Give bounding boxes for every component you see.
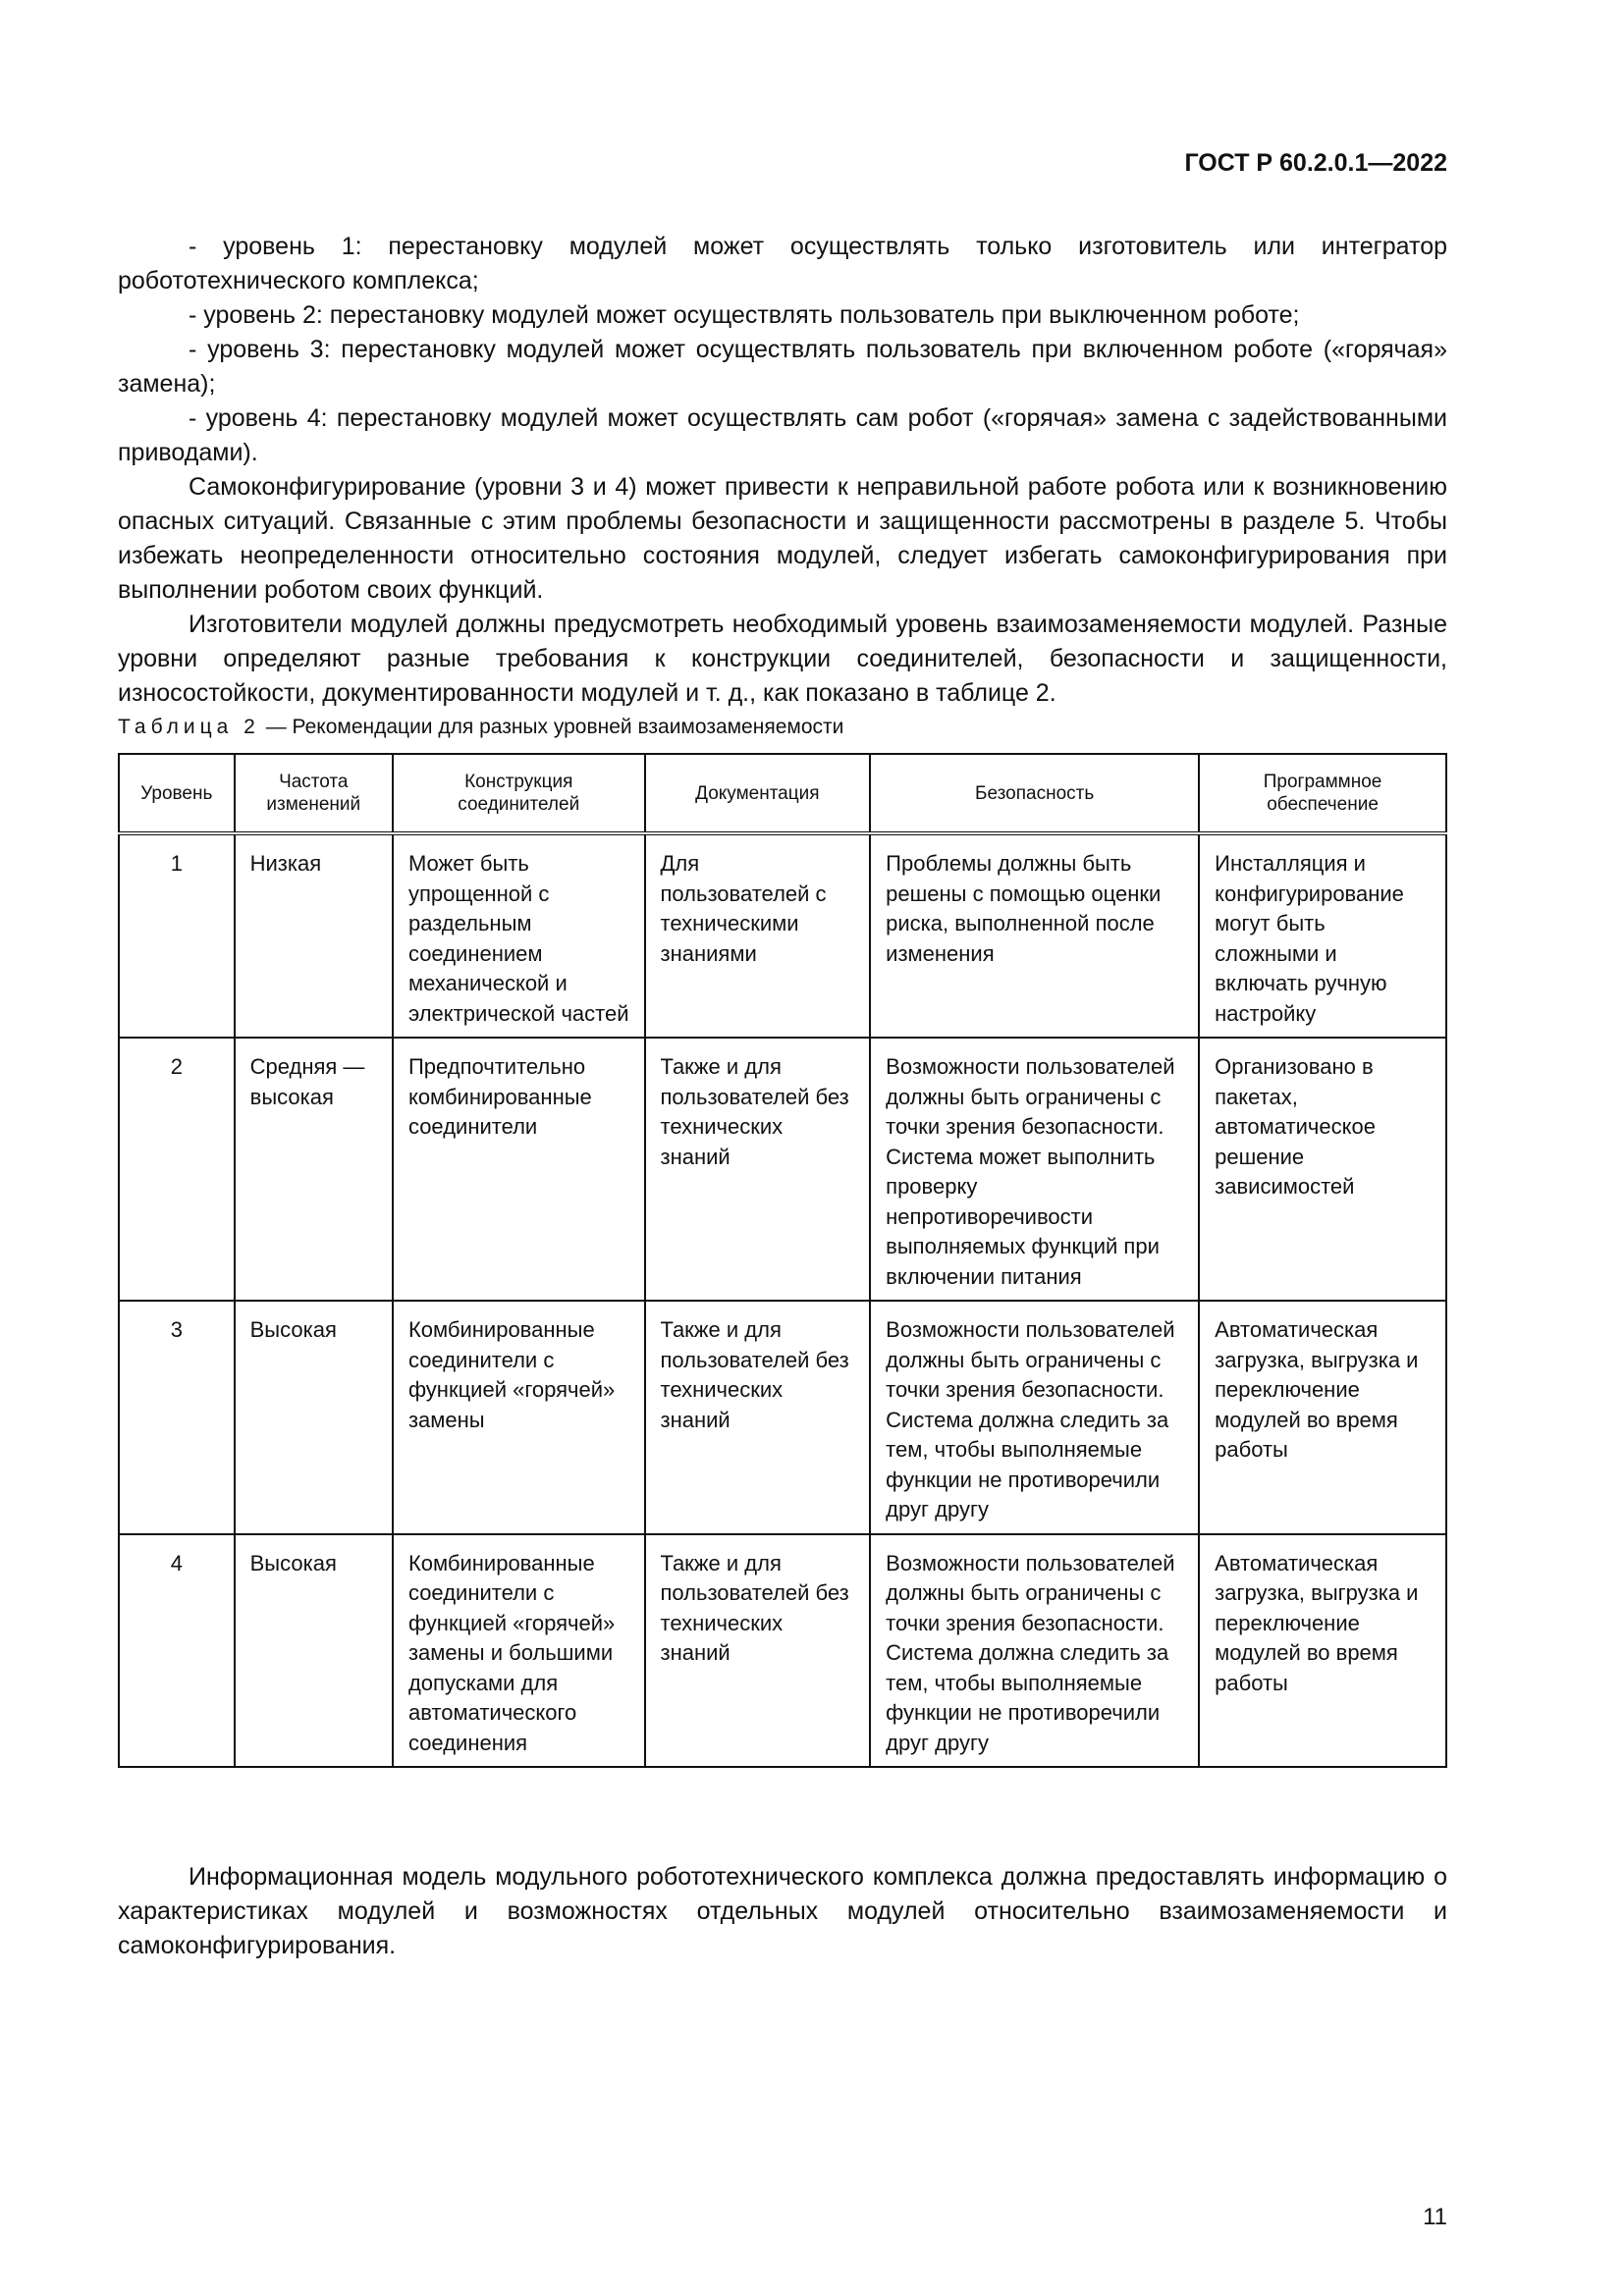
cell-level: 1 (119, 833, 235, 1038)
cell-safety: Проблемы должны быть решены с помощью оценки риска, выполненной после изменения (870, 833, 1199, 1038)
cell-documentation: Также и для пользователей без технических знаний (645, 1038, 871, 1301)
cell-level: 3 (119, 1301, 235, 1534)
cell-frequency: Высокая (235, 1534, 393, 1768)
table-row (119, 1301, 1446, 1534)
document-standard-number: ГОСТ Р 60.2.0.1—2022 (1184, 149, 1447, 177)
outro-text (118, 1860, 1447, 1963)
cell-documentation: Также и для пользователей без технических знаний (645, 1301, 871, 1534)
cell-connector-design: Предпочтительно комбинированные соединители (393, 1038, 645, 1301)
table-row (119, 1038, 1446, 1301)
cell-safety: Возможности пользователей должны быть ограничены с точки зрения безопасности. Система может выполнить проверку непротиворечивости выполняемых функций при включении питания (870, 1038, 1199, 1301)
page-number: 11 (1423, 2204, 1447, 2230)
cell-connector-design: Комбинированные соединители с функцией «горячей» замены и большими допусками для автоматического соединения (393, 1534, 645, 1768)
cell-safety: Возможности пользователей должны быть ограничены с точки зрения безопасности. Система должна следить за тем, чтобы выполняемые функции не противоречили друг другу (870, 1534, 1199, 1768)
cell-safety: Возможности пользователей должны быть ограничены с точки зрения безопасности. Система должна следить за тем, чтобы выполняемые функции не противоречили друг другу (870, 1301, 1199, 1534)
header-documentation: Документация (645, 754, 871, 833)
table-header-row (119, 754, 1446, 833)
information-model-paragraph: Информационная модель модульного робототехнического комплекса должна предоставлять информацию о характеристиках модулей и возможностях отдельных модулей относительно взаимозаменяемости и самоконфигурирования. (118, 1863, 1447, 1959)
cell-level: 4 (119, 1534, 235, 1768)
cell-documentation: Для пользователей с техническими знаниями (645, 833, 871, 1038)
header-software: Программное обеспечение (1199, 754, 1446, 833)
table-row (119, 833, 1446, 1038)
header-connector-design: Конструкция соединителей (393, 754, 645, 833)
cell-software: Организовано в пакетах, автоматическое решение зависимостей (1199, 1038, 1446, 1301)
header-frequency: Частота изменений (235, 754, 393, 833)
header-safety: Безопасность (870, 754, 1199, 833)
cell-frequency: Высокая (235, 1301, 393, 1534)
self-configuration-paragraph: Самоконфигурирование (уровни 3 и 4) может привести к неправильной работе робота или к возникновению опасных ситуаций. Связанные с этим проблемы безопасности и защищенности рассмотрены в разделе 5. Чтобы избежать неопределенности относительно состояния модулей, следует избегать самоконфигурирования при выполнении роботом своих функций. (118, 473, 1447, 604)
manufacturers-paragraph: Изготовители модулей должны предусмотреть необходимый уровень взаимозаменяемости модулей. Разные уровни определяют разные требования к конструкции соединителей, безопасности и защищенности, износостойкости, документированности модулей и т. д., как показано в таблице 2. (118, 611, 1447, 707)
cell-software: Автоматическая загрузка, выгрузка и переключение модулей во время работы (1199, 1534, 1446, 1768)
cell-connector-design: Может быть упрощенной с раздельным соединением механической и электрической частей (393, 833, 645, 1038)
level-2-item: - уровень 2: перестановку модулей может осуществлять пользователь при выключенном роботе; (189, 301, 1300, 329)
cell-frequency: Низкая (235, 833, 393, 1038)
table-row (119, 1534, 1446, 1768)
table-caption (118, 716, 843, 739)
cell-level: 2 (119, 1038, 235, 1301)
header-level: Уровень (119, 754, 235, 833)
cell-frequency: Средняя — высокая (235, 1038, 393, 1301)
interchangeability-table (118, 753, 1447, 1768)
table-caption-title: — Рекомендации для разных уровней взаимозаменяемости (259, 716, 844, 738)
cell-software: Инсталляция и конфигурирование могут быть сложными и включать ручную настройку (1199, 833, 1446, 1038)
level-3-item: - уровень 3: перестановку модулей может осуществлять пользователь при включенном роботе («горячая» замена); (118, 336, 1447, 398)
level-1-item: - уровень 1: перестановку модулей может осуществлять только изготовитель или интегратор робототехнического комплекса; (118, 233, 1447, 294)
table-caption-label: Таблица 2 (118, 716, 260, 738)
cell-documentation: Также и для пользователей без технических знаний (645, 1534, 871, 1768)
cell-connector-design: Комбинированные соединители с функцией «горячей» замены (393, 1301, 645, 1534)
intro-text (118, 230, 1447, 711)
cell-software: Автоматическая загрузка, выгрузка и переключение модулей во время работы (1199, 1301, 1446, 1534)
level-4-item: - уровень 4: перестановку модулей может осуществлять сам робот («горячая» замена с задействованными приводами). (118, 404, 1447, 466)
